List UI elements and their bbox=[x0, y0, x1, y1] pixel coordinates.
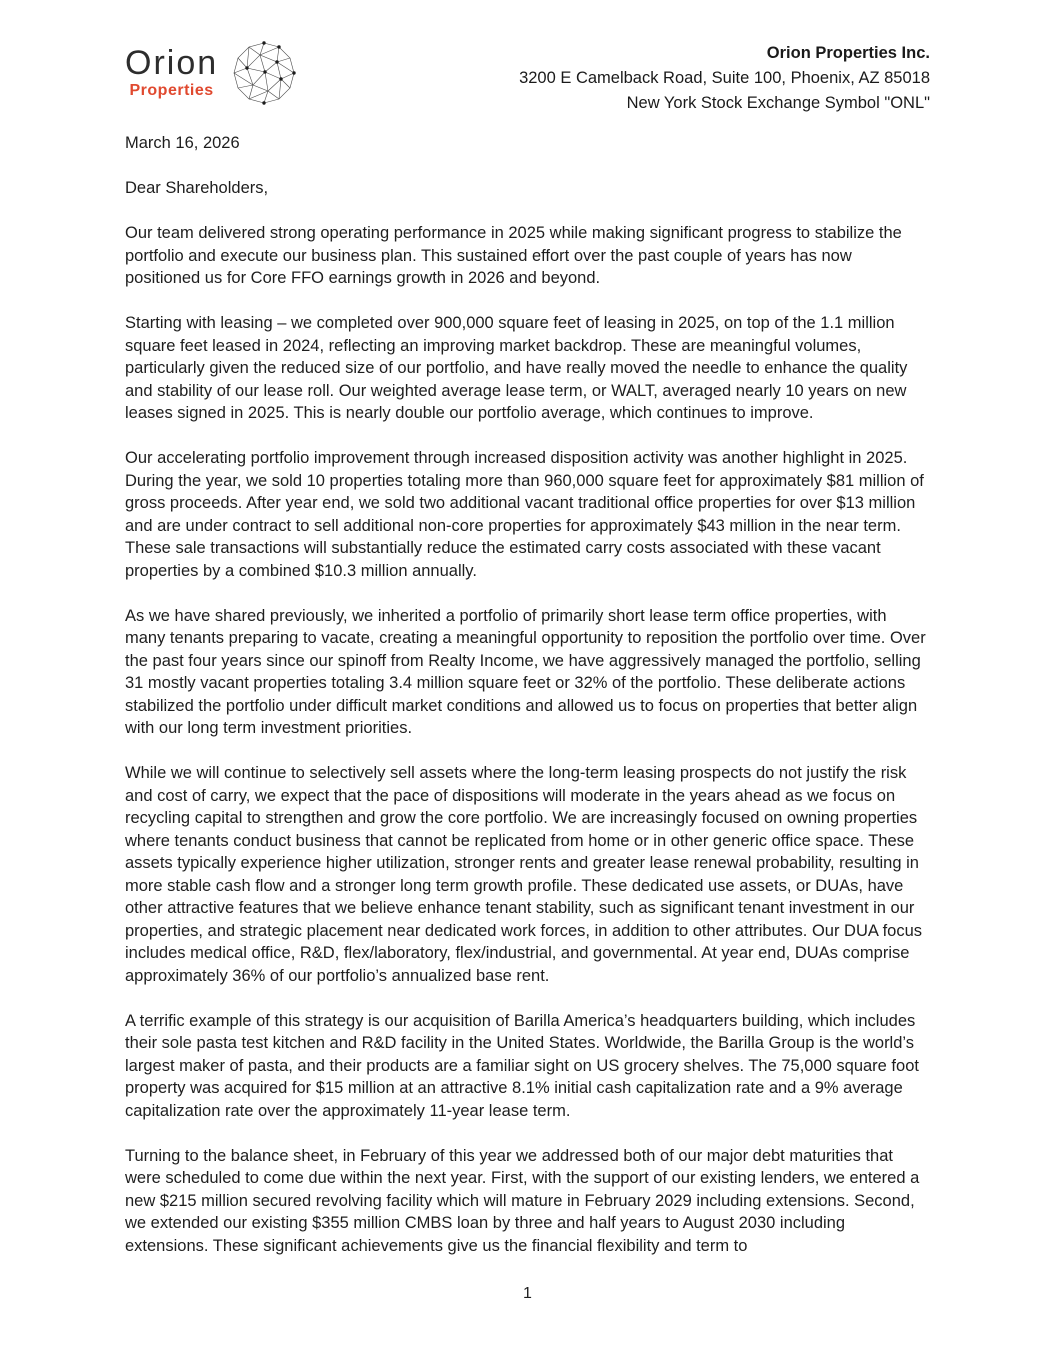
body-paragraph-1: Our team delivered strong operating performance in 2025 while making significant progress to stabilize the portfolio and execute our business plan. This sustained effort over the past couple of years has now positioned us for Core FFO earnings growth in 2026 and beyond. bbox=[125, 224, 902, 287]
page-number: 1 bbox=[523, 1285, 532, 1302]
logo-word-orion: Orion bbox=[125, 44, 219, 83]
body-paragraph-4: As we have shared previously, we inherited a portfolio of primarily short lease term office properties, with many tenants preparing to vacate, creating a meaningful opportunity to reposition the portfolio over time. Over the past four years since our spinoff from Realty Income, we have aggressively managed the portfolio, selling 31 mostly vacant properties totaling 3.4 million square feet or 32% of the portfolio. These deliberate actions stabilized the portfolio under difficult market conditions and allowed us to focus on properties that better align with our long term investment priorities. bbox=[125, 606, 926, 737]
company-exchange-symbol: New York Stock Exchange Symbol "ONL" bbox=[626, 94, 930, 112]
logo-wordmark bbox=[125, 46, 218, 100]
body-paragraph-6: A terrific example of this strategy is our acquisition of Barilla America’s headquarters building, which includes their sole pasta test kitchen and R&D facility in the United States. Worldwide, the Barilla Group is the world’s largest maker of pasta, and their products are a familiar sight on US grocery shelves. The 75,000 square foot property was acquired for $15 million at an attractive 8.1% initial cash capitalization rate and a 9% average capitalization rate over the approximately 11-year lease term. bbox=[125, 1011, 919, 1120]
logo-word-properties: Properties bbox=[129, 82, 214, 100]
body-paragraph-7: Turning to the balance sheet, in February of this year we addressed both of our major debt maturities that were scheduled to come due within the next year. First, with the support of our existing lenders, we entered a new $215 million secured revolving facility which will mature in February 2029 including extensions. Second, we extended our existing $355 million CMBS loan by three and half years to August 2030 including extensions. These significant achievements give us the financial flexibility and term to bbox=[125, 1146, 920, 1255]
body-paragraph-5: While we will continue to selectively sell assets where the long-term leasing prospects do not justify the risk and cost of carry, we expect that the pace of dispositions will moderate in the years ahead as we focus on recycling capital to strengthen and grow the core portfolio. We are increasingly focused on owning properties where tenants conduct business that cannot be replicated from home or in other generic office space. These assets typically experience higher utilization, stronger rents and greater lease renewal probability, resulting in more stable cash flow and a stronger long term growth profile. These dedicated use assets, or DUAs, have other attractive features that we believe enhance tenant stability, such as significant tenant investment in our properties, and strategic placement near dedicated work forces, in addition to other attributes. Our DUA focus includes medical office, R&D, flex/laboratory, flex/industrial, and governmental. At year end, DUAs comprise approximately 36% of our portfolio’s annualized base rent. bbox=[125, 764, 923, 985]
company-address: 3200 E Camelback Road, Suite 100, Phoenix, AZ 85018 bbox=[519, 69, 930, 87]
salutation: Dear Shareholders, bbox=[125, 179, 269, 197]
company-address-block bbox=[519, 38, 930, 116]
body-paragraph-2: Starting with leasing – we completed over 900,000 square feet of leasing in 2025, on top of the 1.1 million square feet leased in 2024, reflecting an improving market backdrop. These are meaningful volumes, particularly given the reduced size of our portfolio, and have really moved the needle to enhance the quality and stability of our lease roll. Our weighted average lease term, or WALT, averaged nearly 10 years on new leases signed in 2025. This is nearly double our portfolio average, which continues to improve. bbox=[125, 314, 908, 422]
letterhead bbox=[125, 38, 930, 116]
geodesic-sphere-icon bbox=[232, 40, 296, 106]
body-paragraph-3: Our accelerating portfolio improvement through increased disposition activity was another highlight in 2025. During the year, we sold 10 properties totaling more than 960,000 square feet for approximately $81 million of gross proceeds. After year end, we sold two additional vacant traditional office properties for over $13 million and are under contract to sell additional non-core properties for approximately $43 million in the near term. These sale transactions will substantially reduce the estimated carry costs associated with these vacant properties by a combined $10.3 million annually. bbox=[125, 449, 924, 580]
letter-date: March 16, 2026 bbox=[125, 134, 240, 152]
brand-logo bbox=[125, 40, 296, 106]
company-name: Orion Properties Inc. bbox=[766, 44, 930, 62]
letter-body bbox=[125, 132, 930, 1257]
